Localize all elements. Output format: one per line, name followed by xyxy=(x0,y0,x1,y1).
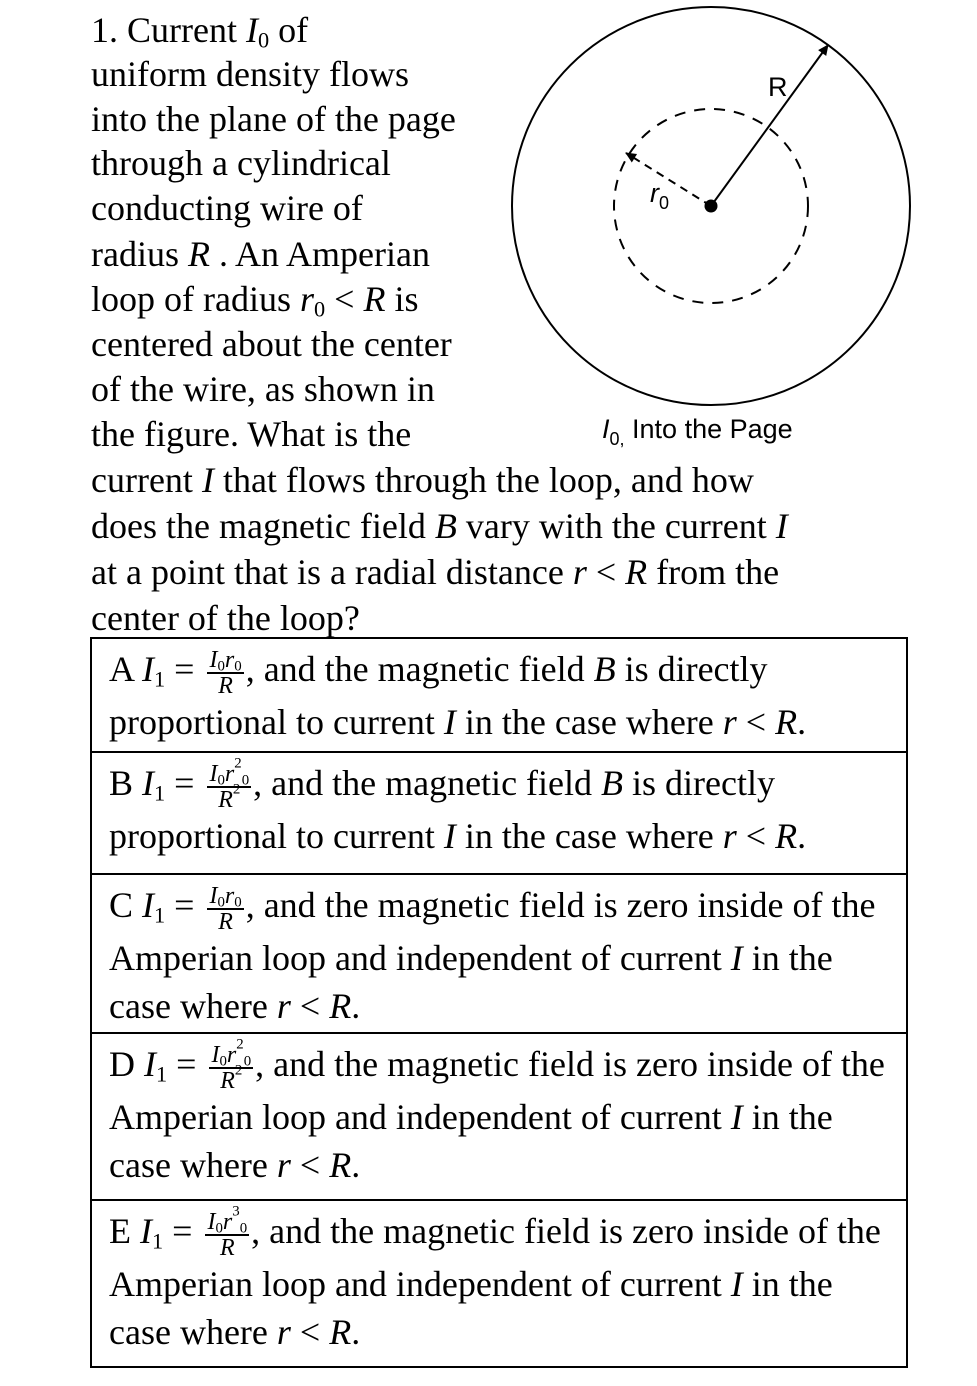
question-line: the figure. What is the xyxy=(91,414,412,454)
option-letter: A xyxy=(109,649,134,689)
question-line: 1. Current $I_0$ of xyxy=(91,10,309,53)
option-b[interactable] xyxy=(92,751,906,873)
fraction: $\frac{I_0r^2_0}{R^2}$ xyxy=(211,1036,252,1094)
option-text: and the magnetic field is zero inside of the Amperian loop and independent of current I in the case where r < R. xyxy=(109,885,876,1026)
question-line: current I that flows through the loop, and how xyxy=(91,460,754,500)
option-formula: $I_1$ = $\frac{I_0r_0}{R}$ , xyxy=(142,646,255,699)
option-text: and the magnetic field B is directly proportional to current I in the case where r < R. xyxy=(109,649,807,742)
option-d[interactable] xyxy=(92,1032,906,1199)
question-line: centered about the center xyxy=(91,324,452,364)
option-a[interactable] xyxy=(92,639,906,751)
option-letter: D xyxy=(109,1044,135,1084)
question-line: does the magnetic field B vary with the current I xyxy=(91,506,788,546)
question-line: center of the loop? xyxy=(91,598,360,638)
option-formula: $I_1$ = $\frac{I_0r^2_0}{R^2}$ , xyxy=(144,1036,265,1094)
wire-cross-section-figure xyxy=(480,0,920,460)
fraction: $\frac{I_0r_0}{R}$ xyxy=(209,882,242,935)
option-text: and the magnetic field B is directly proportional to current I in the case where r < R. xyxy=(109,763,807,856)
question-line: loop of radius $r_0 < R$ is xyxy=(91,279,419,322)
fraction: $\frac{I_0r^2_0}{R^2}$ xyxy=(209,755,250,813)
option-letter: E xyxy=(109,1211,131,1251)
option-formula: $I_1$ = $\frac{I_0r_0}{R}$ , xyxy=(142,882,255,935)
fraction: $\frac{I_0r_0}{R}$ xyxy=(209,646,242,699)
question-line: at a point that is a radial distance r < R from the xyxy=(91,552,780,592)
question-line: radius R . An Amperian xyxy=(91,234,430,274)
option-e[interactable] xyxy=(92,1199,906,1366)
question-line: conducting wire of xyxy=(91,188,363,228)
question-line: uniform density flows xyxy=(91,54,409,94)
answer-options-table xyxy=(90,637,908,1368)
option-text: and the magnetic field is zero inside of the Amperian loop and independent of current I in the case where r < R. xyxy=(109,1211,881,1352)
option-letter: C xyxy=(109,885,134,925)
option-formula: $I_1$ = $\frac{I_0r^3_0}{R}$ , xyxy=(140,1203,261,1261)
outer-radius-arrow xyxy=(711,45,828,206)
question-line: of the wire, as shown in xyxy=(91,369,435,409)
question-line: into the plane of the page xyxy=(91,99,456,139)
question-line: through a cylindrical xyxy=(91,143,391,183)
option-formula: $I_1$ = $\frac{I_0r^2_0}{R^2}$ , xyxy=(142,755,263,813)
inner-radius-label: $r_0$ xyxy=(650,178,670,213)
option-text: and the magnetic field is zero inside of the Amperian loop and independent of current I in the case where r < R. xyxy=(109,1044,885,1185)
option-c[interactable] xyxy=(92,873,906,1032)
outer-radius-label: R xyxy=(768,72,788,102)
option-letter: B xyxy=(109,763,134,803)
current-label: $I_{0,}$ Into the Page xyxy=(602,414,793,449)
fraction: $\frac{I_0r^3_0}{R}$ xyxy=(207,1203,248,1261)
